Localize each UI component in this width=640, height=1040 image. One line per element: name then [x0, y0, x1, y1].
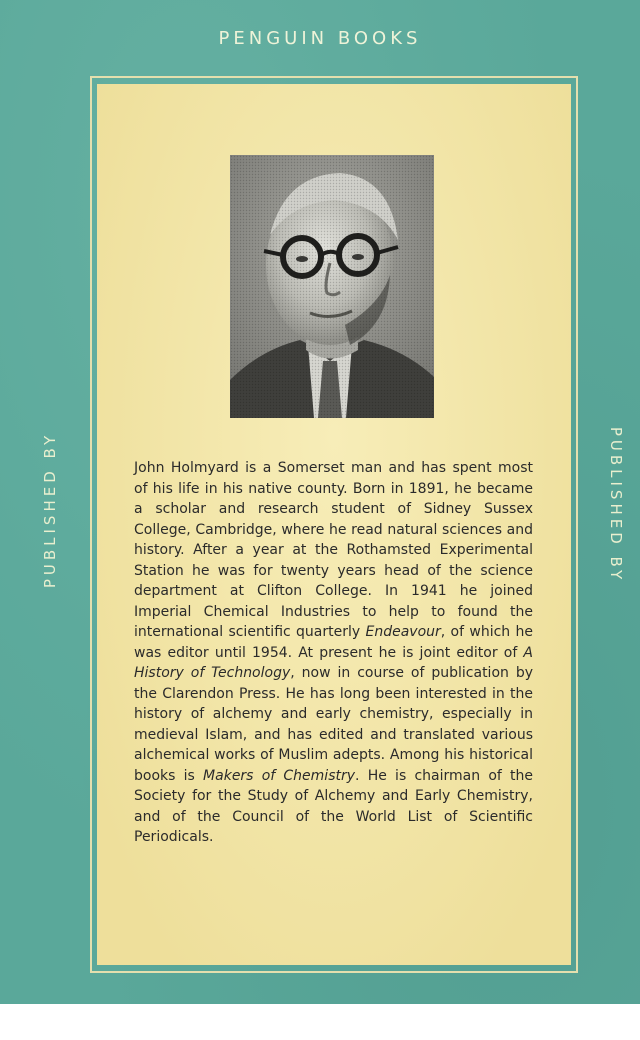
- author-portrait-photo: [230, 155, 434, 418]
- publisher-heading: PENGUIN BOOKS: [218, 28, 422, 49]
- book-title: A History of Technology: [134, 644, 533, 681]
- biography-segment: , of which he was editor until 1954. At present he is joint editor of: [134, 624, 533, 661]
- book-title: Makers of Chemistry: [203, 767, 356, 784]
- biography-text: [134, 458, 533, 848]
- side-text-left: PUBLISHED BY: [41, 431, 59, 589]
- biography-segment: John Holmyard is a Somerset man and has spent most of his life in his native county. Born in 1891, he became a scholar and research student of Sidney Sussex College, Cambridge, where he read natural sciences and history. After a year at the Rothamsted Experimental Station he was for twenty years head of the science department at Clifton College. In 1941 he joined Imperial Chemical Industries to help to found the international scientific quarterly: [134, 460, 533, 640]
- side-text-right: PUBLISHED BY: [607, 426, 625, 584]
- author-biography: [134, 458, 533, 848]
- journal-title: Endeavour: [365, 624, 441, 640]
- biography-segment: , now in course of publication by the Clarendon Press. He has long been interested in the history of alchemy and early chemistry, especially in medieval Islam, and has edited and translated various alchemical works of Muslim adepts. Among his historical books is: [134, 665, 533, 784]
- biography-segment: . He is chairman of the Society for the Study of Alchemy and Early Chemistry, and of the Council of the World List of Scientific Periodicals.: [134, 767, 534, 845]
